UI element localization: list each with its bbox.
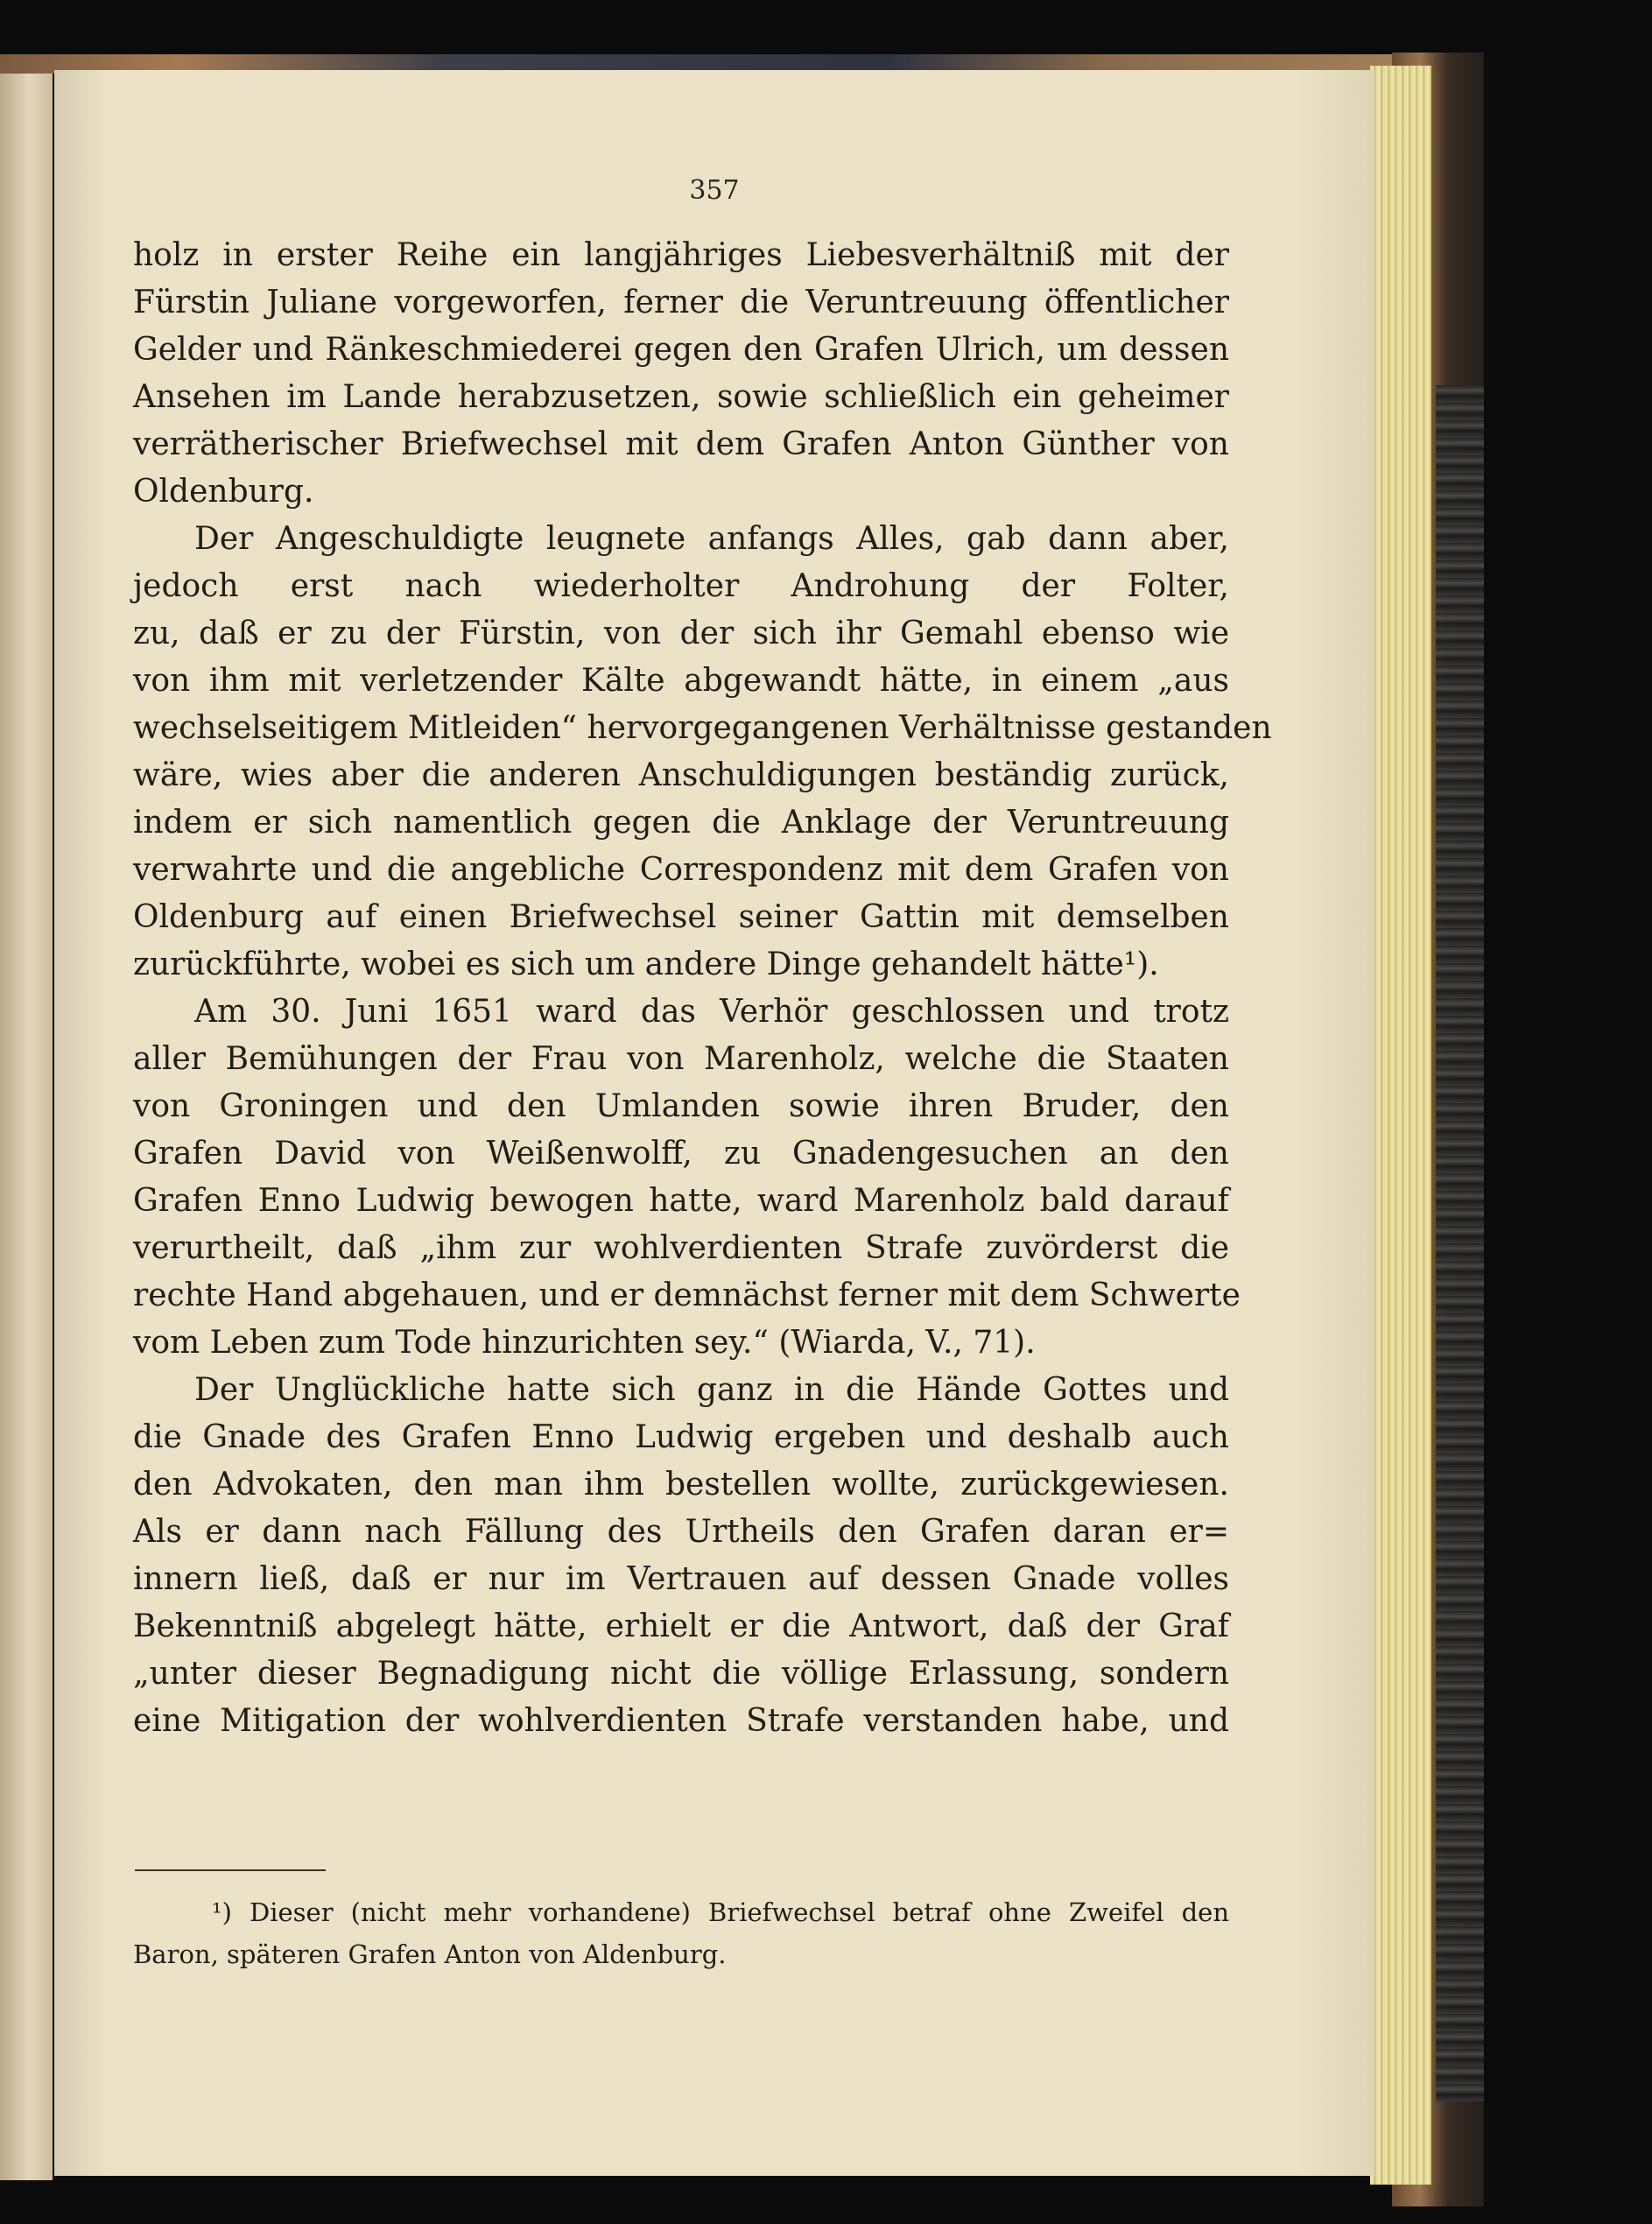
text-line: Oldenburg auf einen Briefwechsel seiner Gattin mit demselben xyxy=(133,899,1229,935)
text-line: zu, daß er zu der Fürstin, von der sich ihr Gemahl ebenso wie xyxy=(133,616,1229,651)
text-line: aller Bemühungen der Frau von Marenholz, welche die Staaten xyxy=(133,1041,1229,1077)
text-line: rechte Hand abgehauen, und er demnächst ferner mit dem Schwerte xyxy=(133,1277,1241,1313)
page-edges xyxy=(1370,66,1431,2185)
text-line: zurückführte, wobei es sich um andere Dinge gehandelt hätte¹). xyxy=(133,947,1159,982)
text-line: holz in erster Reihe ein langjähriges Liebesverhältniß mit der xyxy=(133,237,1229,273)
text-line: Fürstin Juliane vorgeworfen, ferner die Veruntreuung öffentlicher xyxy=(133,285,1229,320)
text-line: Oldenburg. xyxy=(133,474,314,510)
text-line: Bekenntniß abgelegt hätte, erhielt er die Antwort, daß der Graf xyxy=(133,1608,1229,1644)
text-line: Gelder und Ränkeschmiederei gegen den Grafen Ulrich, um dessen xyxy=(133,332,1229,368)
text-line: wäre, wies aber die anderen Anschuldigungen beständig zurück, xyxy=(133,757,1229,793)
text-line: die Gnade des Grafen Enno Ludwig ergeben und deshalb auch xyxy=(133,1419,1229,1455)
cover-marbling xyxy=(1436,385,1484,2101)
footnote-line: Baron, späteren Grafen Anton von Aldenburg. xyxy=(133,1939,727,1969)
text-line: Grafen Enno Ludwig bewogen hatte, ward Marenholz bald darauf xyxy=(133,1183,1229,1219)
text-line: von ihm mit verletzender Kälte abgewandt hätte, in einem „aus xyxy=(133,663,1229,699)
text-line: innern ließ, daß er nur im Vertrauen auf dessen Gnade volles xyxy=(133,1561,1229,1597)
body-text xyxy=(133,232,1272,1745)
text-line: Als er dann nach Fällung des Urtheils den Grafen daran er= xyxy=(133,1514,1229,1550)
text-line: verrätherischer Briefwechsel mit dem Grafen Anton Günther von xyxy=(133,426,1229,462)
footnote-divider xyxy=(135,1869,326,1871)
footnotes xyxy=(133,1891,1229,1975)
text-line: vom Leben zum Tode hinzurichten sey.“ (Wiarda, V., 71). xyxy=(133,1325,1036,1361)
text-line: indem er sich namentlich gegen die Anklage der Veruntreuung xyxy=(133,805,1229,841)
text-line: Ansehen im Lande herabzusetzen, sowie schließlich ein geheimer xyxy=(133,379,1229,415)
text-line: Am 30. Juni 1651 ward das Verhör geschlossen und trotz xyxy=(194,994,1229,1030)
text-line: den Advokaten, den man ihm bestellen wollte, zurückgewiesen. xyxy=(133,1467,1229,1503)
footnote-line: ¹) Dieser (nicht mehr vorhandene) Briefwechsel betraf ohne Zweifel den xyxy=(212,1897,1229,1927)
text-line: Der Unglückliche hatte sich ganz in die Hände Gottes und xyxy=(194,1372,1229,1408)
book-page xyxy=(54,70,1374,2176)
text-line: wechselseitigem Mitleiden“ hervorgegangenen Verhältnisse gestanden xyxy=(133,710,1272,746)
text-line: eine Mitigation der wohlverdienten Strafe verstanden habe, und xyxy=(133,1703,1229,1739)
left-page-edge xyxy=(0,61,53,2180)
text-line: „unter dieser Begnadigung nicht die völlige Erlassung, sondern xyxy=(133,1656,1229,1692)
text-line: verwahrte und die angebliche Correspondenz mit dem Grafen von xyxy=(133,852,1229,888)
text-line: jedoch erst nach wiederholter Androhung der Folter, xyxy=(133,568,1229,604)
text-line: von Groningen und den Umlanden sowie ihren Bruder, den xyxy=(133,1088,1229,1124)
text-line: Grafen David von Weißenwolff, zu Gnadengesuchen an den xyxy=(133,1136,1229,1172)
page-number: 357 xyxy=(689,175,740,206)
text-line: verurtheilt, daß „ihm zur wohlverdienten Strafe zuvörderst die xyxy=(133,1230,1229,1266)
text-line: Der Angeschuldigte leugnete anfangs Alles, gab dann aber, xyxy=(194,521,1229,557)
